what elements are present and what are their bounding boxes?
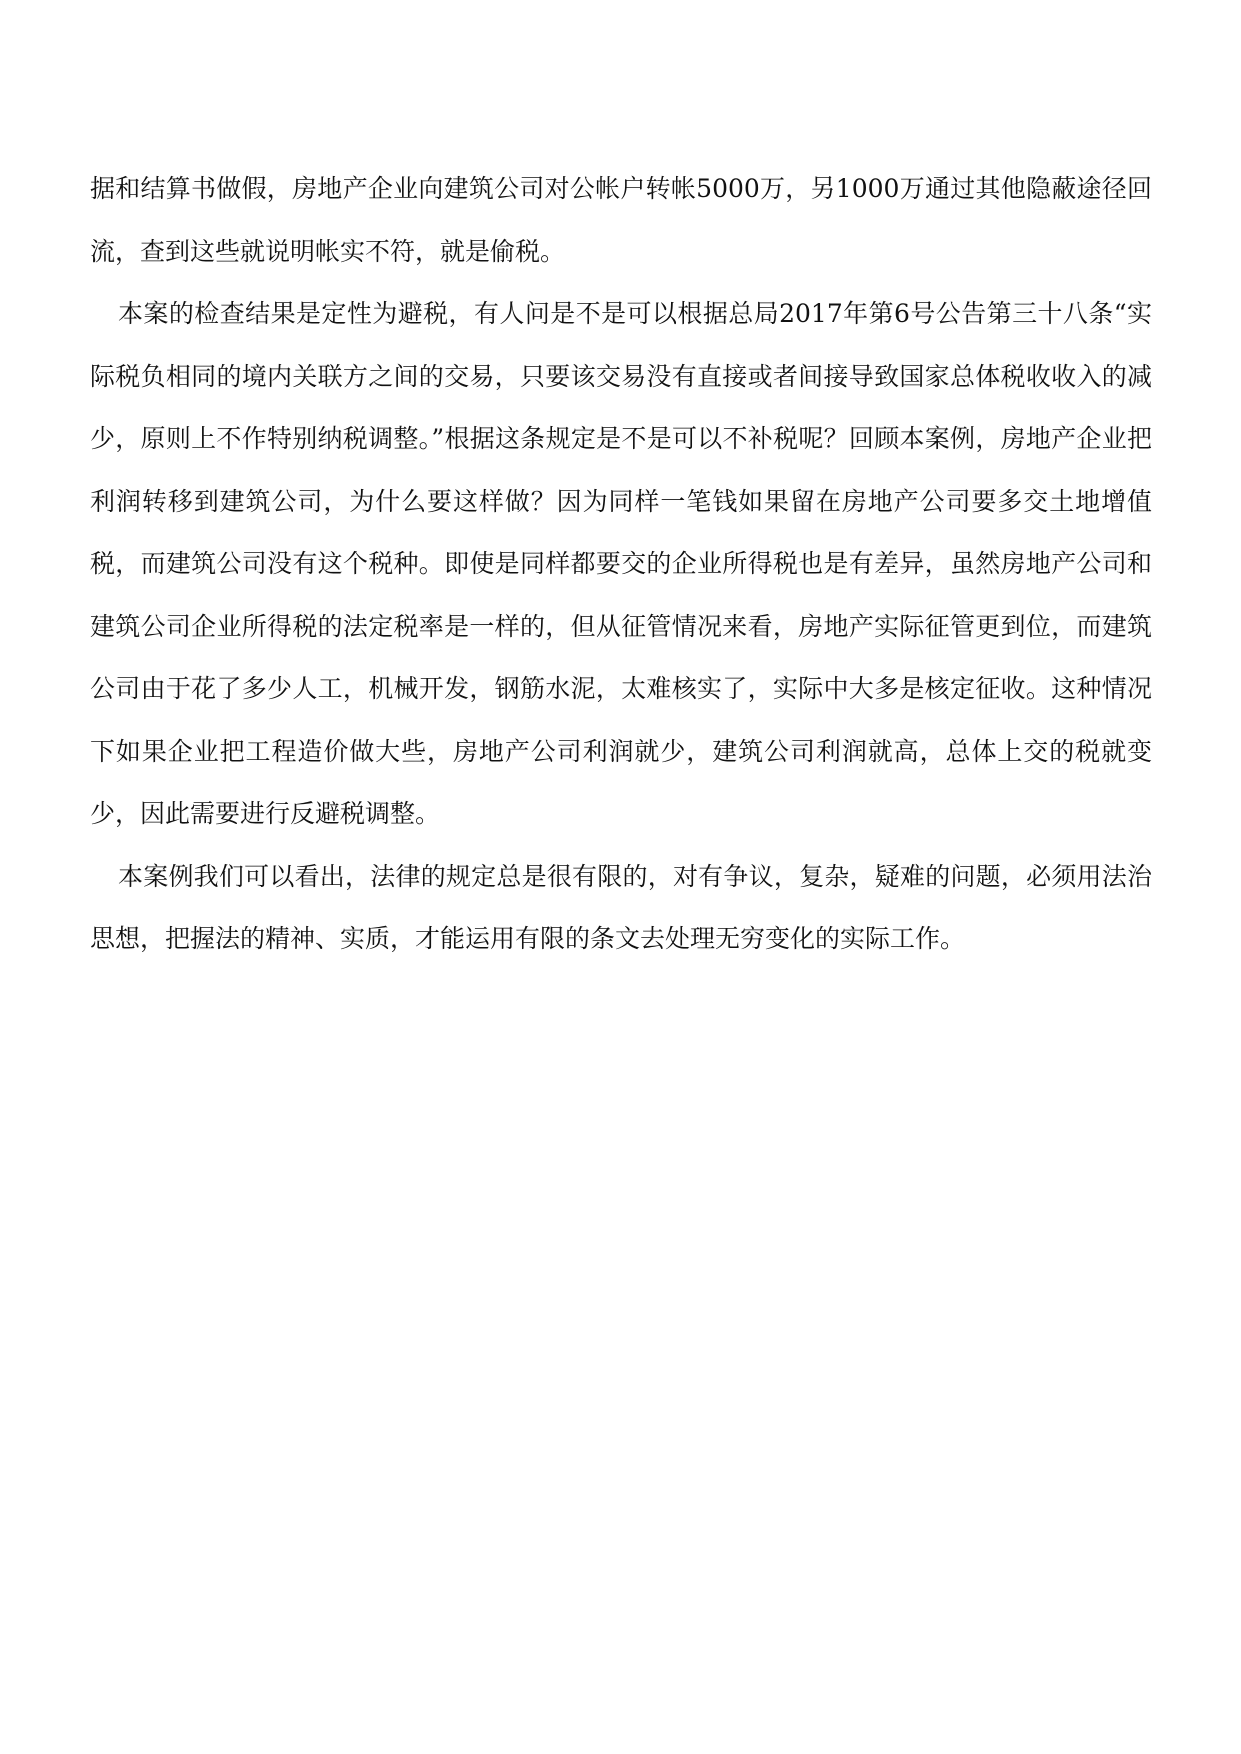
paragraph-tax-avoidance-analysis: 本案的检查结果是定性为避税，有人问是不是可以根据总局2017年第6号公告第三十八条“实际税负相同的境内关联方之间的交易，只要该交易没有直接或者间接导致国家总体税收收入的减少，原则上不作特别纳税调整。”根据这条规定是不是可以不补税呢？回顾本案例，房地产企业把利润转移到建筑公司，为什么要这样做？因为同样一笔钱如果留在房地产公司要多交土地增值税，而建筑公司没有这个税种。即使是同样都要交的企业所得税也是有差异，虽然房地产公司和建筑公司企业所得税的法定税率是一样的，但从征管情况来看，房地产实际征管更到位，而建筑公司由于花了多少人工，机械开发，钢筋水泥，太难核实了，实际中大多是核定征收。这种情况下如果企业把工程造价做大些，房地产公司利润就少，建筑公司利润就高，总体上交的税就变少，因此需要进行反避税调整。 <box>90 299 1152 828</box>
paragraph-conclusion: 本案例我们可以看出，法律的规定总是很有限的，对有争议，复杂，疑难的问题，必须用法治思想，把握法的精神、实质，才能运用有限的条文去处理无穷变化的实际工作。 <box>90 861 1152 953</box>
paragraph-continuation: 据和结算书做假，房地产企业向建筑公司对公帐户转帐5000万，另1000万通过其他隐蔽途径回流，查到这些就说明帐实不符，就是偷税。 <box>90 174 1152 266</box>
document-body <box>90 158 1152 971</box>
